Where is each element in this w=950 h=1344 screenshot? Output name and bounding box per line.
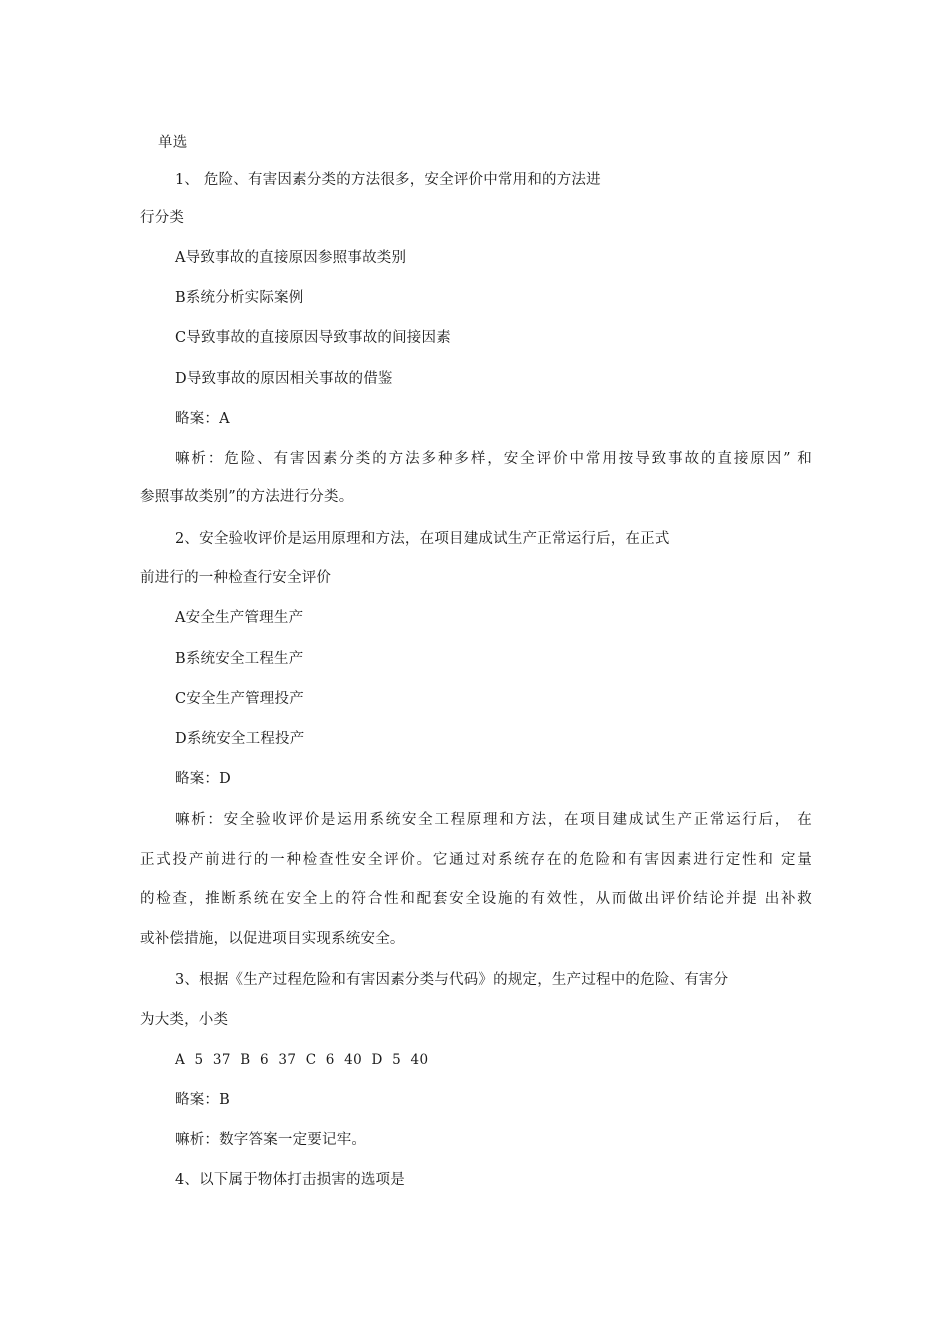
question-2-line-1: 2、安全验收评价是运用原理和方法，在项目建成试生产正常运行后，在正式 <box>175 531 670 547</box>
question-2-option-d: D系统安全工程投产 <box>175 731 305 747</box>
question-3-line-1: 3、根据《生产过程危险和有害因素分类与代码》的规定，生产过程中的危险、有害分 <box>175 972 729 988</box>
section-heading: 单选 <box>158 135 188 151</box>
question-3-options: A 5 37 B 6 37 C 6 40 D 5 40 <box>175 1052 429 1068</box>
question-2-analysis-line-1: 嘛析：安全验收评价是运用系统安全工程原理和方法，在项目建成试生产正常运行后， 在 <box>175 812 812 828</box>
question-1-option-c: C导致事故的直接原因导致事故的间接因素 <box>175 330 451 346</box>
question-1-analysis-line-1: 嘛析：危险、有害因素分类的方法多种多样，安全评价中常用按导致事故的直接原因” 和 <box>175 451 812 467</box>
question-1-analysis-line-2: 参照事故类别”的方法进行分类。 <box>140 489 354 505</box>
question-1-line-2: 行分类 <box>140 210 185 226</box>
question-3-analysis: 嘛析：数字答案一定要记牢。 <box>175 1132 367 1148</box>
question-1-answer: 略案：A <box>175 411 230 427</box>
question-3-line-2: 为大类，小类 <box>140 1012 229 1028</box>
question-2-analysis-line-3: 的检查，推断系统在安全上的符合性和配套安全设施的有效性，从而做出评价结论并提 出补救 <box>140 891 812 907</box>
question-2-answer: 略案：D <box>175 771 231 787</box>
question-2-line-2: 前进行的一种检查行安全评价 <box>140 570 332 586</box>
question-2-option-a: A安全生产管理生产 <box>175 610 304 626</box>
question-3-answer: 略案：B <box>175 1092 230 1108</box>
question-1-option-a: A导致事故的直接原因参照事故类别 <box>175 250 407 266</box>
question-1-line-1: 1、 危险、有害因素分类的方法很多，安全评价中常用和的方法进 <box>175 172 601 188</box>
question-2-analysis-line-2: 正式投产前进行的一种检查性安全评价。它通过对系统存在的危险和有害因素进行定性和 定量 <box>140 852 812 868</box>
question-2-analysis-line-4: 或补偿措施，以促进项目实现系统安全。 <box>140 931 405 947</box>
question-2-option-b: B系统安全工程生产 <box>175 651 304 667</box>
question-4-line-1: 4、以下属于物体打击损害的选项是 <box>175 1172 405 1188</box>
question-1-option-b: B系统分析实际案例 <box>175 290 304 306</box>
question-1-option-d: D导致事故的原因相关事故的借鉴 <box>175 371 393 387</box>
question-2-option-c: C安全生产管理投产 <box>175 691 304 707</box>
